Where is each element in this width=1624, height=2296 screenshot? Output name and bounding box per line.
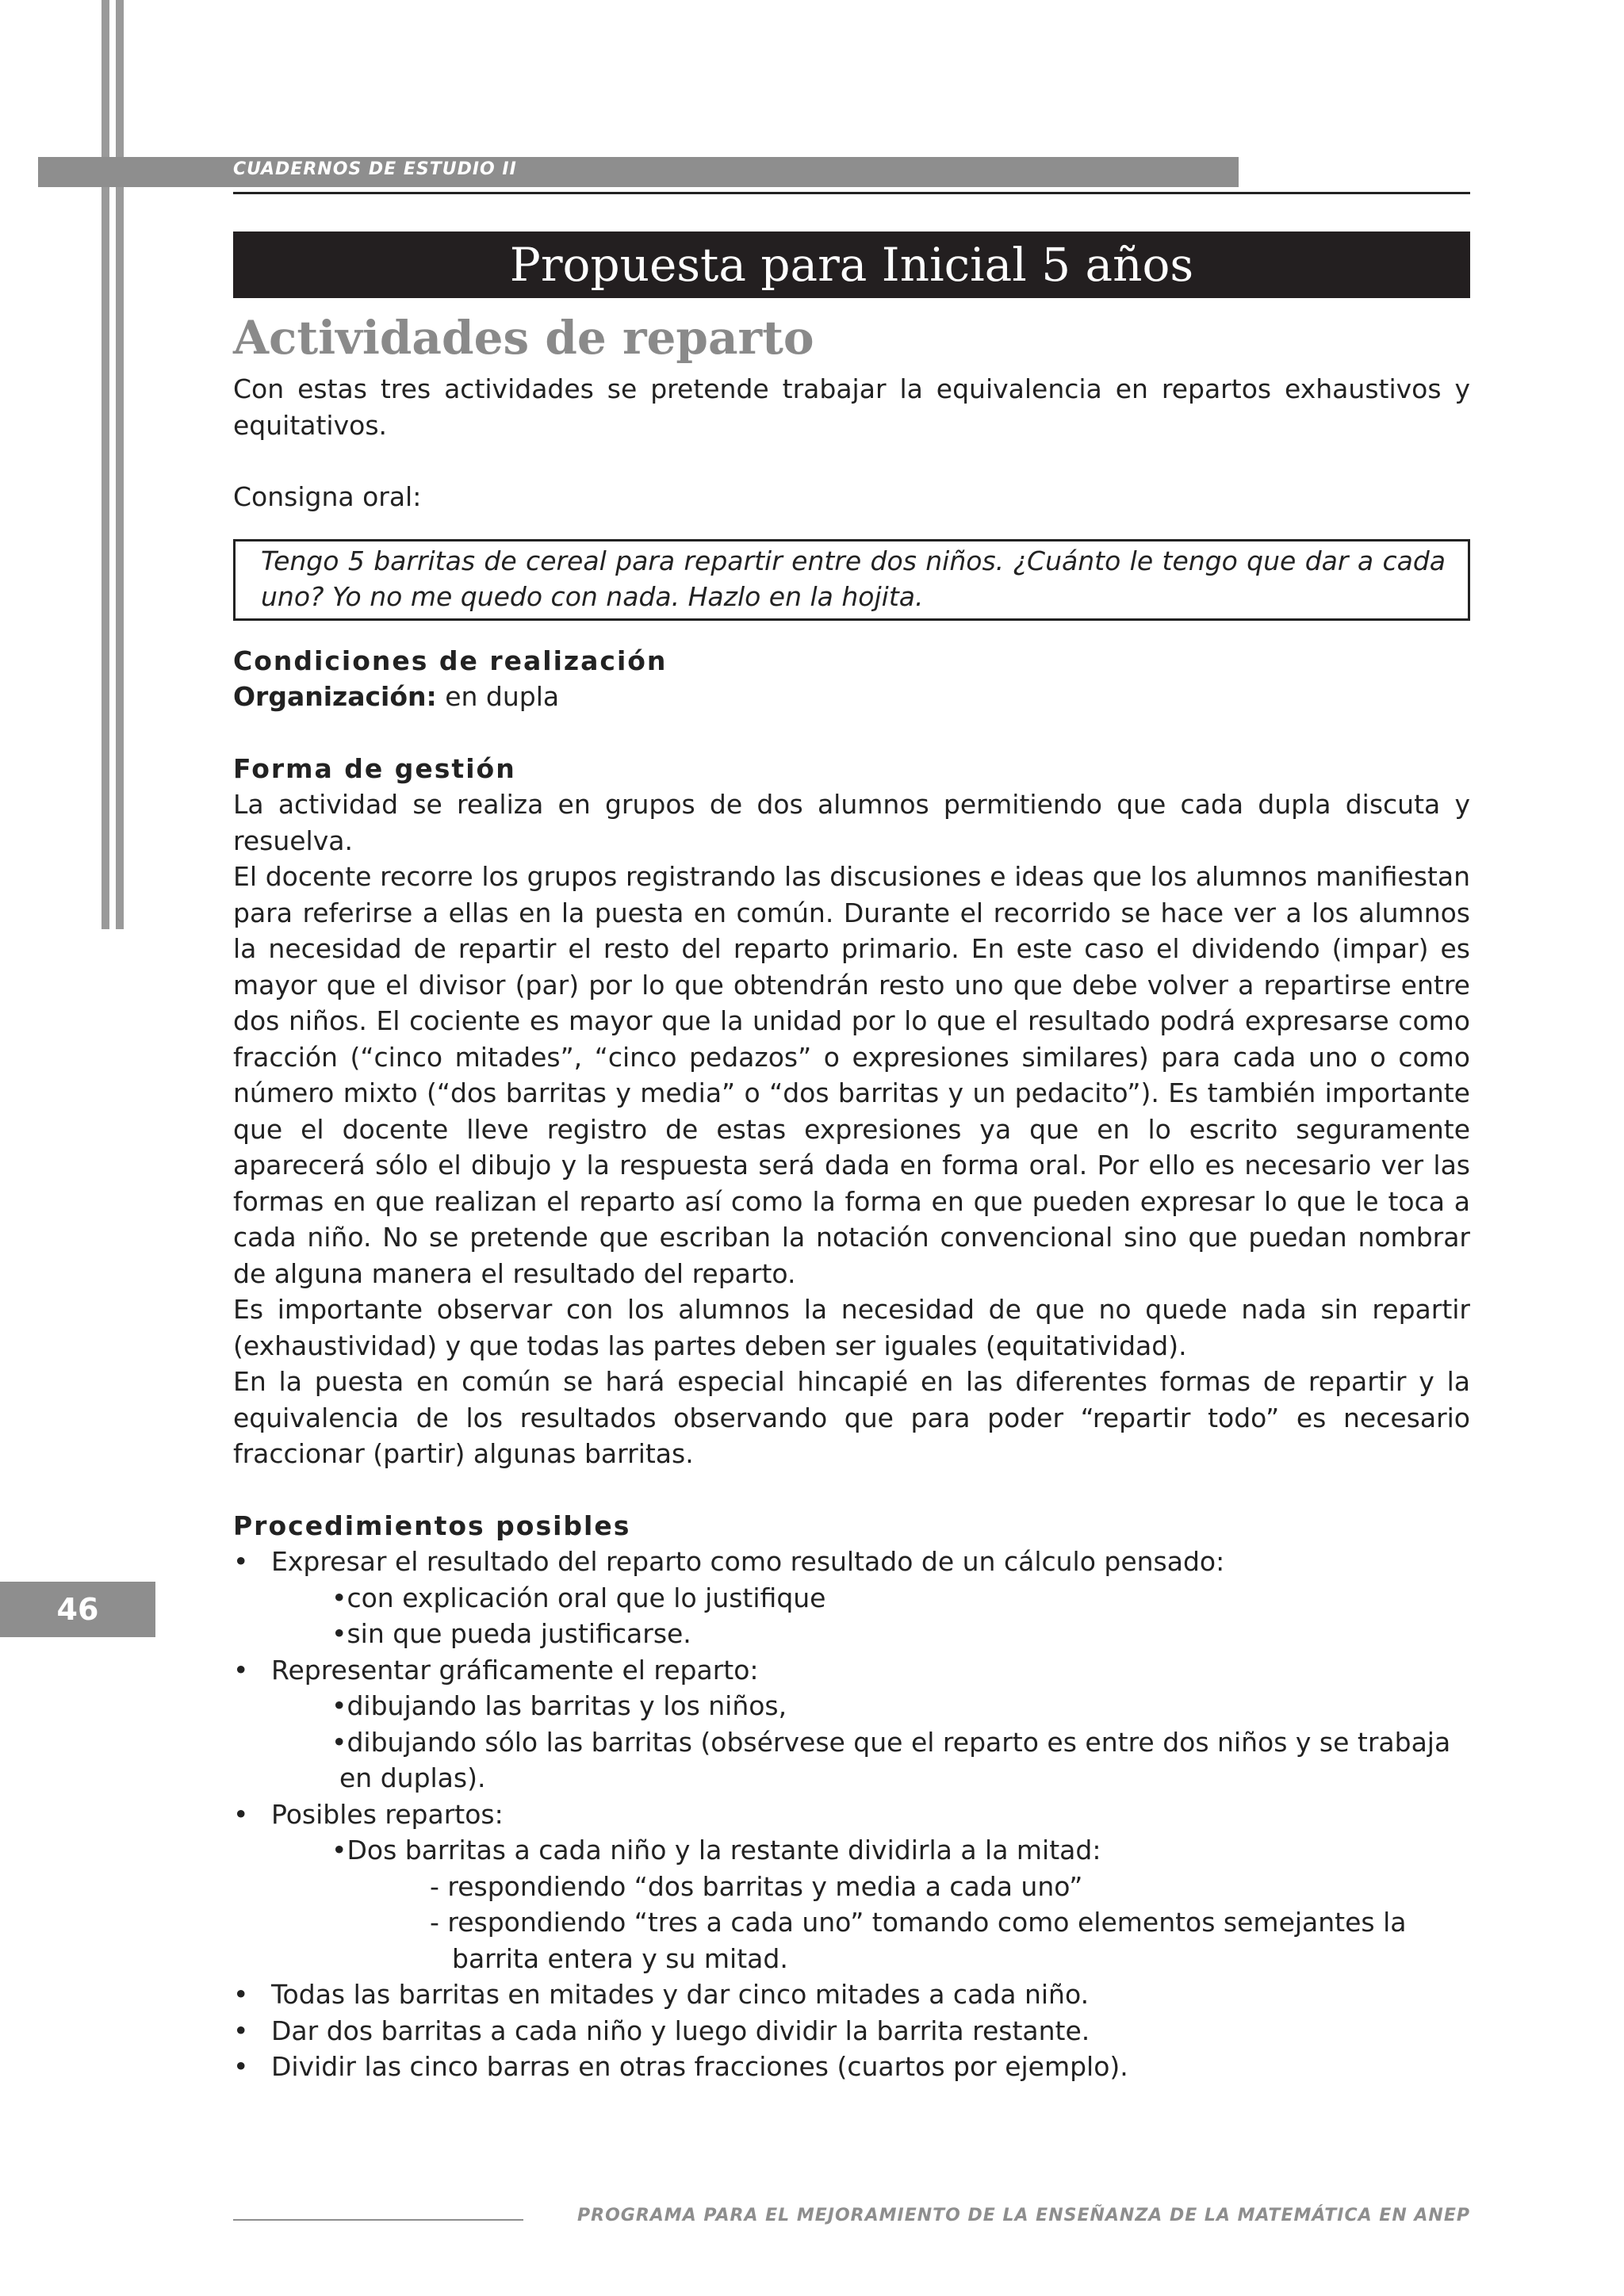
bullet-icon: • [233,2051,249,2082]
organizacion-line [233,679,1470,715]
list-item: • Dar dos barritas a cada niño y luego dividir la barrita restante. [233,2013,1470,2049]
bullet-icon: • [233,2015,249,2046]
footer-rule [233,2219,523,2221]
dash-item: - respondiendo “dos barritas y media a cada uno” [430,1870,1083,1902]
gestion-paragraph: En la puesta en común se hará especial hincapié en las diferentes formas de repartir y la equivalencia de los resultados observando que para poder “repartir todo” es necesario fraccionar (partir) algunas barritas. [233,1366,1470,1469]
decorative-bar-right [116,0,124,929]
organizacion-value: en dupla [436,681,560,712]
list-item: • Expresar el resultado del reparto como resultado de un cálculo pensado: [233,1544,1470,1580]
gestion-paragraph: La actividad se realiza en grupos de dos alumnos permitiendo que cada dupla discuta y resuelva. [233,789,1470,856]
decorative-bar-left [102,0,109,929]
header-rule [233,192,1470,194]
organizacion-label: Organización: [233,681,437,712]
page-number: 46 [0,1582,155,1637]
sub-list-item: •dibujando las barritas y los niños, [331,1690,787,1721]
condiciones-heading: Condiciones de realización [233,645,668,676]
gestion-paragraph: El docente recorre los grupos registrando las discusiones e ideas que los alumnos manifiestan para referirse a ellas en la puesta en común. Durante el recorrido se hace ver a los alumnos la necesidad de repartir el resto del reparto primario. En este caso el dividendo (impar) es mayor que el divisor (par) por lo que obtendrán resto uno que debe volver a repartirse entre dos niños. El cociente es mayor que la unidad por lo que el resultado podrá expresarse como fracción (“cinco mitades”, “cinco pedazos” o expresiones similares) para cada uno o como número mixto (“dos barritas y media” o “dos barritas y un pedacito”). Es también importante que el docente lleve registro de estas expresiones ya que en lo escrito seguramente aparecerá sólo el dibujo y la respuesta será dada en forma oral. Por ello es necesario ver las formas en que realizan el reparto así como la forma en que pueden expresar lo que le toca a cada niño. No se pretende que escriban la notación convencional sino que puedan nombrar de alguna manera el resultado del reparto. [233,861,1470,1289]
consigna-label: Consigna oral: [233,481,422,512]
list-item: • Todas las barritas en mitades y dar cinco mitades a cada niño. [233,1976,1470,2013]
intro-paragraph: Con estas tres actividades se pretende trabajar la equivalencia en repartos exhaustivos y equitativos. [233,373,1470,441]
list-item: • Posibles repartos: [233,1797,1470,1833]
consigna-box [233,539,1470,621]
section-title: Actividades de reparto [233,311,814,365]
consigna-text: Tengo 5 barritas de cereal para repartir entre dos niños. ¿Cuánto le tengo que dar a cada uno? Yo no me quedo con nada. Hazlo en la hojita. [261,545,1446,612]
running-header: CUADERNOS DE ESTUDIO II [233,159,517,179]
sub-list-item: •sin que pueda justificarse. [331,1618,691,1649]
list-item: • Representar gráficamente el reparto: [233,1652,1470,1689]
sub-list-item-cont: en duplas). [339,1762,486,1793]
bullet-icon: • [233,1546,249,1577]
sub-list-item: •Dos barritas a cada niño y la restante dividirla a la mitad: [331,1835,1101,1866]
dash-item: - respondiendo “tres a cada uno” tomando como elementos semejantes la [430,1907,1407,1938]
main-content [233,371,1470,2085]
sub-list-item: •con explicación oral que lo justifique [331,1582,826,1613]
procedimientos-heading: Procedimientos posibles [233,1510,631,1541]
gestion-paragraph: Es importante observar con los alumnos la necesidad de que no quede nada sin repartir (exhaustividad) y que todas las partes deben ser iguales (equitatividad). [233,1294,1470,1361]
page-title: Propuesta para Inicial 5 años [233,232,1470,298]
header-band [38,157,1239,187]
sub-list-item: •dibujando sólo las barritas (obsérvese que el reparto es entre dos niños y se trabaja [331,1726,1451,1758]
bullet-icon: • [233,1654,249,1686]
bullet-icon: • [233,1798,249,1830]
bullet-icon: • [233,1979,249,2010]
dash-item-cont: barrita entera y su mitad. [452,1942,788,1974]
footer-text: PROGRAMA PARA EL MEJORAMIENTO DE LA ENSEÑANZA DE LA MATEMÁTICA EN ANEP [577,2206,1470,2225]
list-item: • Dividir las cinco barras en otras fracciones (cuartos por ejemplo). [233,2049,1470,2085]
gestion-heading: Forma de gestión [233,752,516,784]
